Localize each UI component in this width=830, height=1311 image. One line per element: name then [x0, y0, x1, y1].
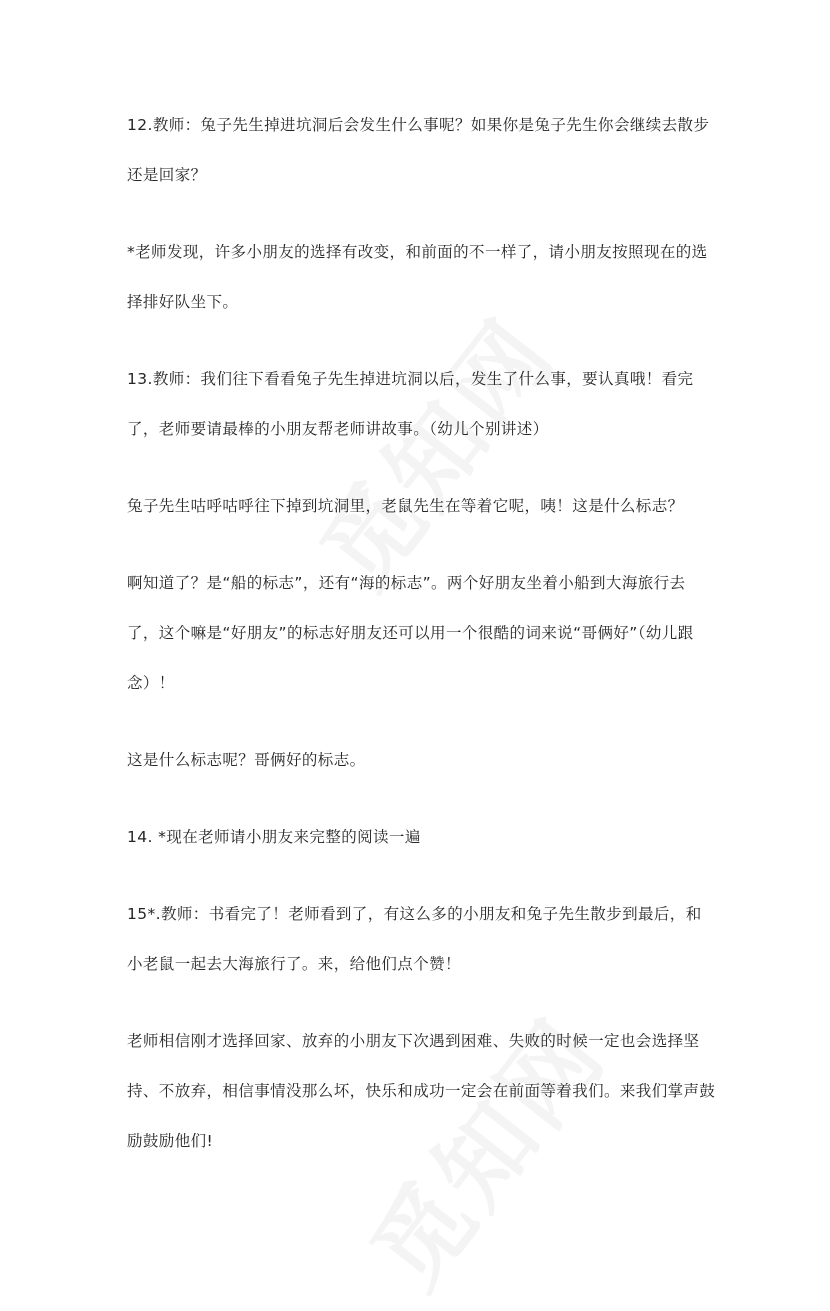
paragraph-12: 12.教师：兔子先生掉进坑洞后会发生什么事呢？如果你是兔子先生你会继续去散步还是回家？	[127, 116, 710, 184]
paragraph-note: *老师发现，许多小朋友的选择有改变，和前面的不一样了，请小朋友按照现在的选择排好队坐下。	[127, 243, 708, 311]
paragraph-story: 兔子先生咕呼咕呼往下掉到坑洞里，老鼠先生在等着它呢，咦！这是什么标志？	[127, 497, 684, 515]
paragraph-signs: 啊知道了？是“船的标志”，还有“海的标志”。两个好朋友坐着小船到大海旅行去了，这个嘛是“好朋友”的标志好朋友还可以用一个很酷的词来说“哥俩好”（幼儿跟念）！	[127, 574, 694, 692]
paragraph-14: 14. *现在老师请小朋友来完整的阅读一遍	[127, 828, 421, 846]
document-body	[127, 100, 717, 1166]
paragraph-question: 这是什么标志呢？哥俩好的标志。	[127, 751, 366, 769]
paragraph-13: 13.教师：我们往下看看兔子先生掉进坑洞以后，发生了什么事，要认真哦！看完了，老师要请最棒的小朋友帮老师讲故事。（幼儿个别讲述）	[127, 370, 694, 438]
paragraph-encourage: 老师相信刚才选择回家、放弃的小朋友下次遇到困难、失败的时候一定也会选择坚持、不放弃，相信事情没那么坏，快乐和成功一定会在前面等着我们。来我们掌声鼓励鼓励他们!	[127, 1032, 716, 1150]
paragraph-15: 15*.教师：书看完了！老师看到了，有这么多的小朋友和兔子先生散步到最后，和小老鼠一起去大海旅行了。来，给他们点个赞！	[127, 905, 702, 973]
